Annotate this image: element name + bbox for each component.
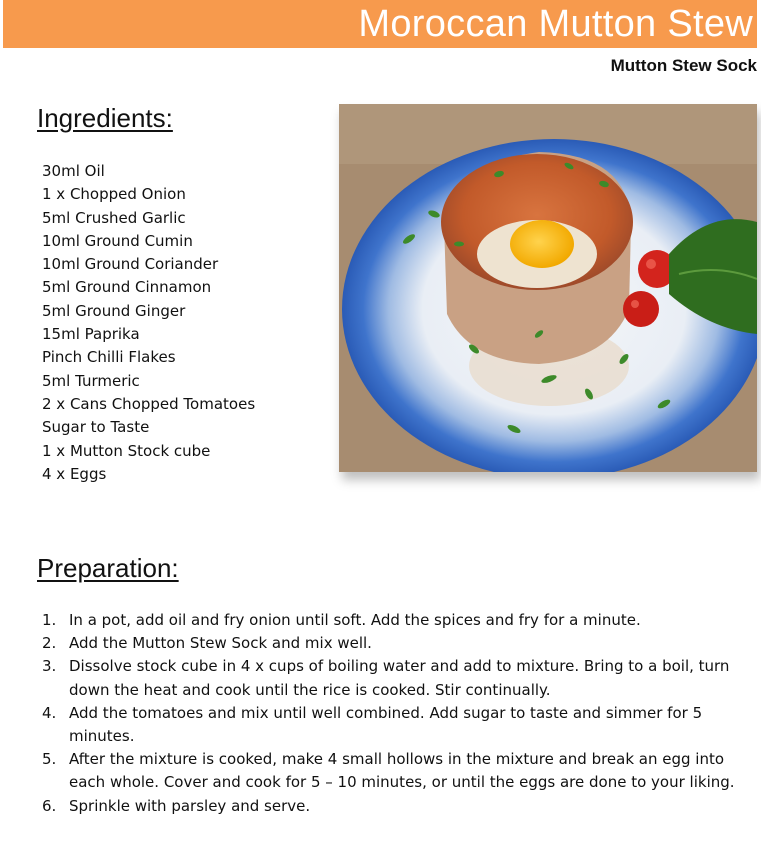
step-number: 3. (42, 657, 57, 676)
title-bar (3, 0, 757, 48)
step-text: Add the tomatoes and mix until well combined. Add sugar to taste and simmer for 5 minutes. (69, 703, 703, 746)
step-text: Sprinkle with parsley and serve. (69, 796, 311, 815)
ingredient-item: 5ml Ground Ginger (42, 301, 186, 320)
ingredient-item: 1 x Chopped Onion (42, 185, 186, 204)
ingredient-item: 30ml Oil (42, 162, 105, 180)
egg-yolk (510, 220, 574, 268)
step-text: Dissolve stock cube in 4 x cups of boiling water and add to mixture. Bring to a boil, turn down the heat and cook until the rice is cooked. Stir continually. (69, 657, 730, 699)
ingredient-item: 4 x Eggs (42, 464, 107, 483)
ingredient-item: 10ml Ground Coriander (42, 255, 219, 274)
page-title: Moroccan Mutton Stew (358, 3, 753, 45)
preparation-heading: Preparation: (37, 553, 179, 583)
ingredient-item: 2 x Cans Chopped Tomatoes (42, 394, 256, 413)
ingredients-list (42, 160, 255, 486)
dish-photo-illustration (339, 104, 757, 472)
ingredient-item: 5ml Crushed Garlic (42, 208, 186, 227)
step-number: 4. (42, 703, 57, 722)
dish-photo (339, 104, 757, 472)
ingredients-heading: Ingredients: (37, 103, 173, 133)
preparation-step (42, 632, 754, 655)
ingredient-item: 5ml Turmeric (42, 371, 140, 390)
step-number: 2. (42, 634, 57, 653)
step-text: After the mixture is cooked, make 4 small hollows in the mixture and break an egg into each whole. Cover and cook for 5 – 10 minutes, or until the eggs are done to your liking. (69, 750, 735, 792)
step-number: 6. (42, 796, 57, 815)
step-number: 1. (42, 611, 57, 629)
ingredient-item: Sugar to Taste (42, 418, 150, 437)
ingredient-item: 1 x Mutton Stock cube (42, 441, 211, 460)
preparation-step (42, 702, 754, 748)
ingredient-item: 5ml Ground Cinnamon (42, 278, 212, 297)
preparation-step (42, 795, 754, 818)
step-text: In a pot, add oil and fry onion until soft. Add the spices and fry for a minute. (69, 611, 641, 629)
page-subtitle: Mutton Stew Sock (610, 56, 757, 75)
ingredient-item: Pinch Chilli Flakes (42, 348, 176, 367)
ingredient-item: 15ml Paprika (42, 325, 140, 344)
preparation-list (42, 609, 754, 818)
cherry-tomato (623, 291, 659, 327)
step-number: 5. (42, 750, 57, 769)
preparation-step (42, 748, 754, 794)
step-text: Add the Mutton Stew Sock and mix well. (69, 634, 372, 653)
ingredient-item: 10ml Ground Cumin (42, 231, 193, 250)
preparation-step (42, 609, 754, 632)
preparation-step (42, 655, 754, 701)
